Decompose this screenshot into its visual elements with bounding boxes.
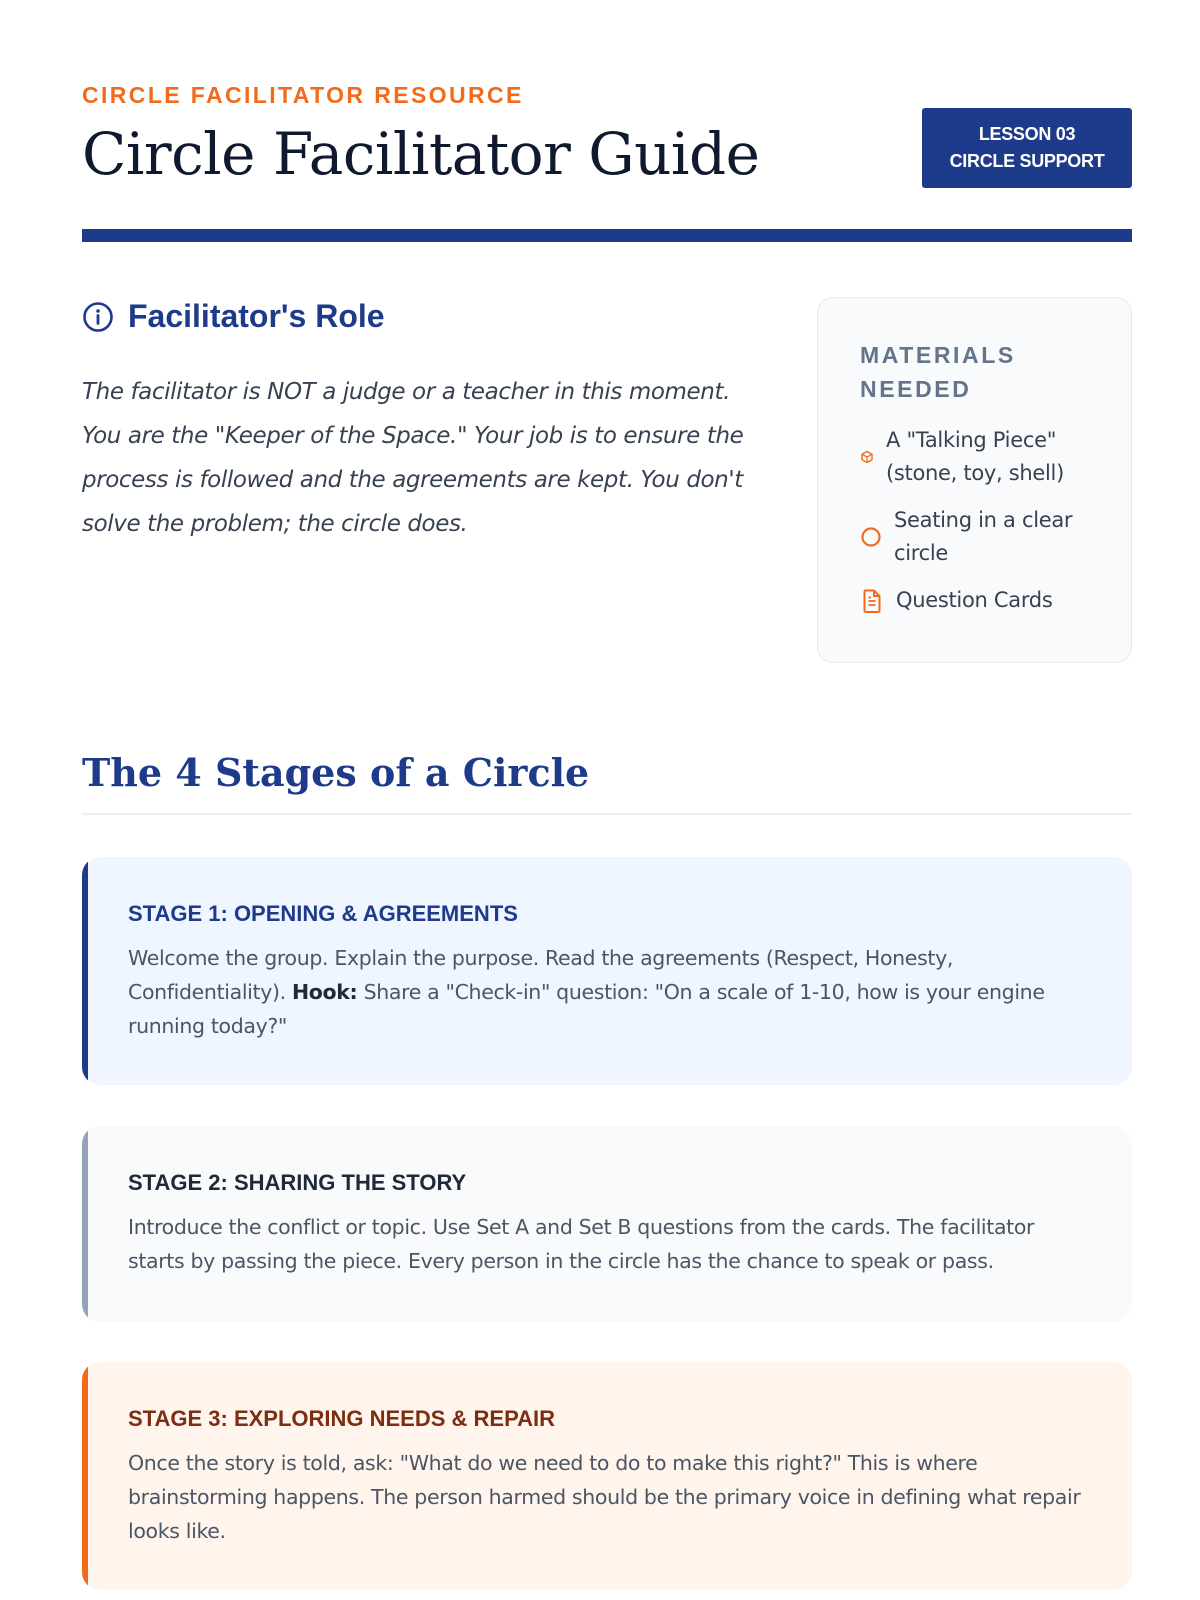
materials-item-label: A "Talking Piece" (stone, toy, shell) [886, 428, 1064, 485]
stage-description: Once the story is told, ask: "What do we need to do to make this right?" This is where brainstorming happens. The person harmed should be the primary voice in defining what repair looks like. [128, 1451, 1081, 1543]
stage-title: STAGE 2: SHARING THE STORY [128, 1170, 467, 1195]
materials-item [860, 584, 1103, 617]
stage-card-2 [82, 1126, 1132, 1322]
lesson-badge-number: LESSON 03 [978, 124, 1076, 144]
document-icon [860, 588, 884, 614]
materials-card [817, 297, 1132, 663]
page-title: Circle Facilitator Guide [82, 120, 760, 188]
stage-title: STAGE 3: EXPLORING NEEDS & REPAIR [128, 1406, 556, 1431]
stage-title: STAGE 1: OPENING & AGREEMENTS [128, 901, 518, 926]
stage-body-hook: Share a "Check-in" question: "On a scale of 1-10, how is your engine running today?" [128, 980, 1045, 1038]
info-icon [82, 301, 114, 333]
header-divider [82, 229, 1132, 242]
stage-card-1 [82, 857, 1132, 1085]
role-description: The facilitator is NOT a judge or a teacher in this moment. You are the "Keeper of the Space." Your job is to ensure the process is followed and the agreements are kept. You don't solve the problem; the circle does. [82, 379, 744, 537]
stage-description: Introduce the conflict or topic. Use Set A and Set B questions from the cards. The facilitator starts by passing the piece. Every person in the circle has the chance to speak or pass. [128, 1215, 1035, 1273]
stage-body-intro: Welcome the group. Explain the purpose. Read the agreements (Respect, Honesty, Confidentiality). [128, 946, 954, 1004]
stage-card-3 [82, 1362, 1132, 1590]
role-heading [82, 298, 385, 335]
materials-item [860, 504, 1103, 570]
materials-item-label: Seating in a clear circle [894, 508, 1073, 565]
stages-divider [82, 813, 1132, 815]
lesson-badge-topic: CIRCLE SUPPORT [949, 151, 1105, 171]
materials-item-label: Question Cards [896, 588, 1053, 612]
materials-title: MATERIALS NEEDED [860, 342, 1016, 402]
stage-description [128, 941, 1092, 1043]
role-title: Facilitator's Role [128, 298, 385, 334]
cube-icon [860, 450, 874, 464]
materials-item [860, 424, 1103, 490]
stages-section-title: The 4 Stages of a Circle [82, 750, 590, 795]
circle-icon [860, 526, 882, 548]
eyebrow-label: CIRCLE FACILITATOR RESOURCE [82, 82, 524, 108]
hook-label: Hook: [291, 980, 358, 1004]
lesson-badge [922, 108, 1132, 188]
